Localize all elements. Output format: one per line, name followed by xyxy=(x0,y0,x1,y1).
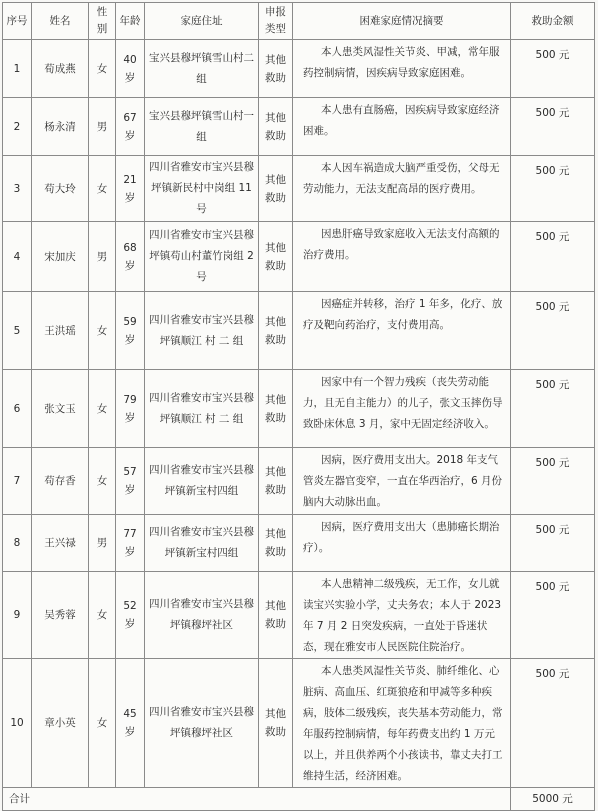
row-age: 40 岁 xyxy=(116,40,145,98)
row-type: 其他救助 xyxy=(259,515,293,572)
row-address: 四川省雅安市宝兴县穆坪镇新宝村四组 xyxy=(145,448,259,515)
row-address: 四川省雅安市宝兴县穆坪镇顺江 村 二 组 xyxy=(145,370,259,448)
row-name: 张文玉 xyxy=(32,370,89,448)
row-address: 四川省雅安市宝兴县穆坪镇新民村中岗组 11 号 xyxy=(145,156,259,222)
table-row xyxy=(3,222,595,292)
row-gender: 男 xyxy=(89,98,116,156)
table-row xyxy=(3,448,595,515)
row-summary: 本人患有直肠癌，因疾病导致家庭经济困难。 xyxy=(293,98,511,156)
row-address: 四川省雅安市宝兴县穆坪镇顺江 村 二 组 xyxy=(145,292,259,370)
relief-table xyxy=(2,2,595,811)
table-row xyxy=(3,515,595,572)
row-address: 四川省雅安市宝兴县穆坪镇穆坪社区 xyxy=(145,659,259,788)
row-address: 四川省雅安市宝兴县穆坪镇穆坪社区 xyxy=(145,572,259,659)
row-type: 其他救助 xyxy=(259,292,293,370)
row-age: 59 岁 xyxy=(116,292,145,370)
row-age: 45 岁 xyxy=(116,659,145,788)
row-amount: 500 元 xyxy=(511,659,595,788)
table-row xyxy=(3,659,595,788)
table-row xyxy=(3,40,595,98)
row-name: 苟存香 xyxy=(32,448,89,515)
row-gender: 女 xyxy=(89,572,116,659)
row-summary: 因癌症并转移，治疗 1 年多，化疗、放疗及靶向药治疗，支付费用高。 xyxy=(293,292,511,370)
row-type: 其他救助 xyxy=(259,156,293,222)
table-row xyxy=(3,98,595,156)
table-row xyxy=(3,370,595,448)
header-row xyxy=(3,3,595,40)
table-row xyxy=(3,156,595,222)
row-type: 其他救助 xyxy=(259,98,293,156)
row-age: 57 岁 xyxy=(116,448,145,515)
row-amount: 500 元 xyxy=(511,222,595,292)
row-summary: 本人患类风湿性关节炎、肺纤维化、心脏病、高血压、红斑狼疮和甲减等多种疾病，肢体二级残疾，丧失基本劳动能力，常年服药控制病情，每年药费支出约 1 万元以上，并且供养两个小孩读书，靠丈夫打工维持生活，经济困难。 xyxy=(293,659,511,788)
table-row xyxy=(3,572,595,659)
row-summary: 因病，医疗费用支出大。2018 年支气管炎左器官变窄，一直在华西治疗，6 月份脑内大动脉出血。 xyxy=(293,448,511,515)
row-amount: 500 元 xyxy=(511,40,595,98)
row-number: 3 xyxy=(3,156,32,222)
table-body xyxy=(3,40,595,788)
row-summary: 因家中有一个智力残疾（丧失劳动能力，且无自主能力）的儿子，张文玉摔伤导致卧床休息 3 月，家中无固定经济收入。 xyxy=(293,370,511,448)
row-amount: 500 元 xyxy=(511,448,595,515)
row-number: 7 xyxy=(3,448,32,515)
header-amount: 救助金额 xyxy=(511,3,595,40)
row-summary: 本人患类风湿性关节炎、甲减，常年服药控制病情，因疾病导致家庭困难。 xyxy=(293,40,511,98)
row-gender: 男 xyxy=(89,222,116,292)
row-age: 52 岁 xyxy=(116,572,145,659)
row-type: 其他救助 xyxy=(259,370,293,448)
total-amount: 5000 元 xyxy=(511,788,595,811)
row-amount: 500 元 xyxy=(511,515,595,572)
row-gender: 女 xyxy=(89,40,116,98)
total-label: 合计 xyxy=(3,788,511,811)
row-gender: 女 xyxy=(89,448,116,515)
row-age: 68 岁 xyxy=(116,222,145,292)
row-summary: 因病，医疗费用支出大（患肺癌长期治疗）。 xyxy=(293,515,511,572)
row-address: 四川省雅安市宝兴县穆坪镇苟山村董竹岗组 2 号 xyxy=(145,222,259,292)
row-summary: 因患肝癌导致家庭收入无法支付高额的治疗费用。 xyxy=(293,222,511,292)
row-name: 王兴禄 xyxy=(32,515,89,572)
row-amount: 500 元 xyxy=(511,292,595,370)
row-address: 宝兴县穆坪镇雪山村一组 xyxy=(145,98,259,156)
row-number: 5 xyxy=(3,292,32,370)
relief-table-sheet xyxy=(2,2,594,805)
row-number: 8 xyxy=(3,515,32,572)
row-gender: 女 xyxy=(89,156,116,222)
header-gender: 性别 xyxy=(89,3,116,40)
row-number: 10 xyxy=(3,659,32,788)
header-summary: 困难家庭情况摘要 xyxy=(293,3,511,40)
row-amount: 500 元 xyxy=(511,98,595,156)
row-age: 67 岁 xyxy=(116,98,145,156)
row-summary: 本人患精神二级残疾，无工作，女儿就读宝兴实验小学，丈夫务农；本人于 2023 年 7 月 2 日突发疾病，一直处于昏迷状态，现在雅安市人民医院住院治疗。 xyxy=(293,572,511,659)
header-no: 序号 xyxy=(3,3,32,40)
row-amount: 500 元 xyxy=(511,156,595,222)
row-name: 吴秀蓉 xyxy=(32,572,89,659)
row-amount: 500 元 xyxy=(511,370,595,448)
row-address: 宝兴县穆坪镇雪山村二组 xyxy=(145,40,259,98)
row-number: 1 xyxy=(3,40,32,98)
row-number: 9 xyxy=(3,572,32,659)
row-gender: 女 xyxy=(89,659,116,788)
row-name: 章小英 xyxy=(32,659,89,788)
total-row xyxy=(3,788,595,811)
row-summary: 本人因车祸造成大脑严重受伤，父母无劳动能力，无法支配高昂的医疗费用。 xyxy=(293,156,511,222)
row-number: 4 xyxy=(3,222,32,292)
row-age: 79 岁 xyxy=(116,370,145,448)
row-name: 荀成燕 xyxy=(32,40,89,98)
row-name: 王洪瑶 xyxy=(32,292,89,370)
row-age: 77 岁 xyxy=(116,515,145,572)
row-type: 其他救助 xyxy=(259,40,293,98)
row-gender: 女 xyxy=(89,370,116,448)
row-name: 杨永清 xyxy=(32,98,89,156)
header-type: 申报类型 xyxy=(259,3,293,40)
row-type: 其他救助 xyxy=(259,448,293,515)
table-row xyxy=(3,292,595,370)
row-number: 6 xyxy=(3,370,32,448)
row-gender: 女 xyxy=(89,292,116,370)
row-type: 其他救助 xyxy=(259,222,293,292)
header-address: 家庭住址 xyxy=(145,3,259,40)
row-amount: 500 元 xyxy=(511,572,595,659)
row-type: 其他救助 xyxy=(259,572,293,659)
row-number: 2 xyxy=(3,98,32,156)
row-type: 其他救助 xyxy=(259,659,293,788)
row-age: 21 岁 xyxy=(116,156,145,222)
row-name: 宋加庆 xyxy=(32,222,89,292)
header-age: 年龄 xyxy=(116,3,145,40)
row-gender: 男 xyxy=(89,515,116,572)
row-name: 苟大玲 xyxy=(32,156,89,222)
header-name: 姓名 xyxy=(32,3,89,40)
row-address: 四川省雅安市宝兴县穆坪镇新宝村四组 xyxy=(145,515,259,572)
